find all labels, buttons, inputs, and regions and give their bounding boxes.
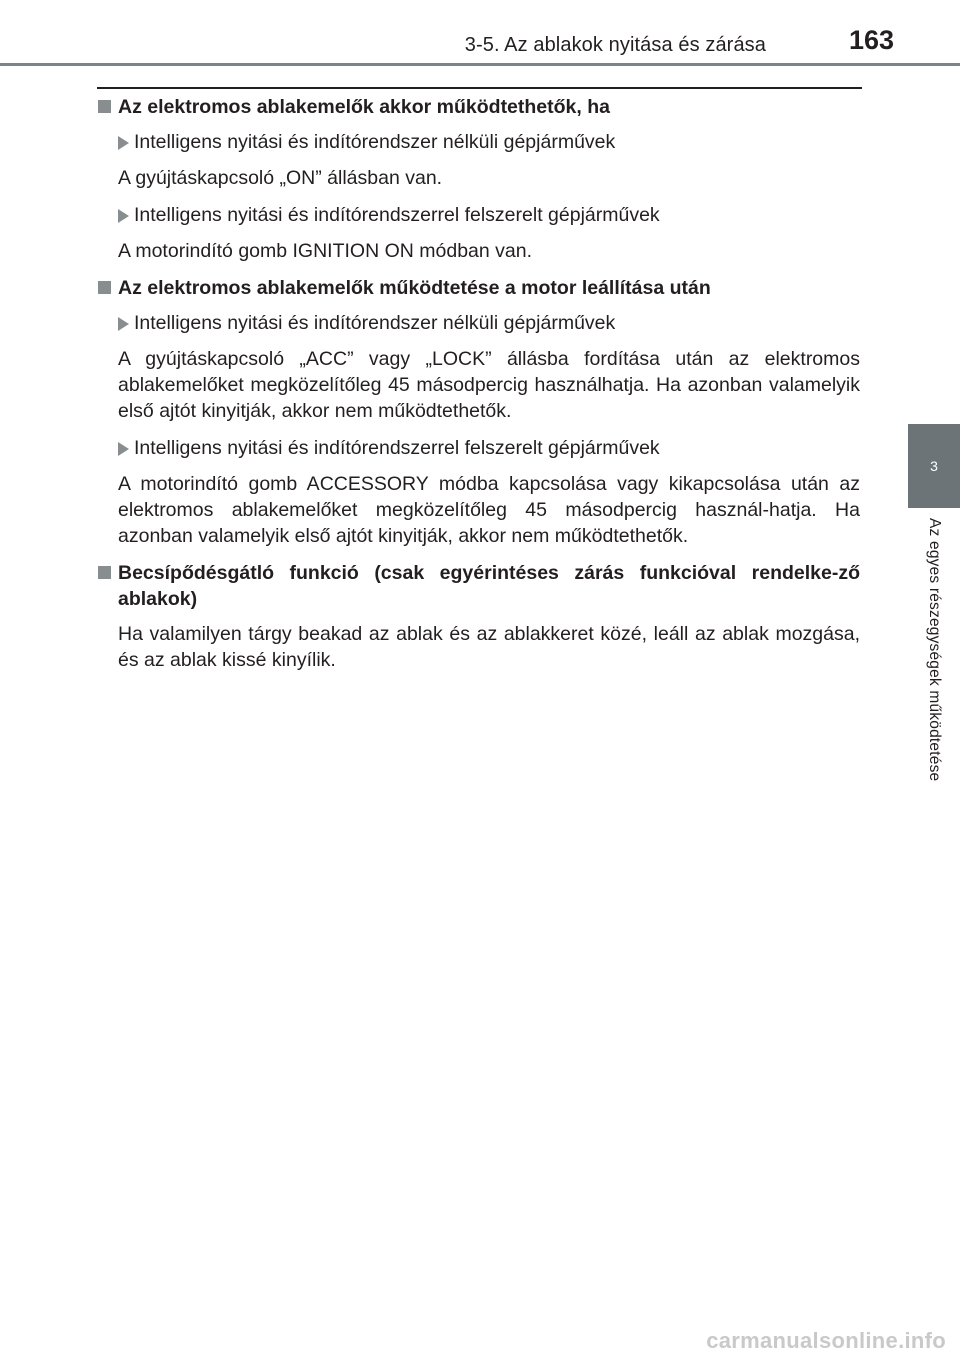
variant-text: Intelligens nyitási és indítórendszer nélküli gépjárművek	[134, 131, 616, 153]
chapter-title: Az egyes részegységek működtetése	[926, 518, 943, 782]
triangle-bullet-icon	[118, 209, 129, 223]
square-bullet-icon	[98, 566, 111, 579]
square-bullet-icon	[98, 281, 111, 294]
body-paragraph: A motorindító gomb ACCESSORY módba kapcsolása vagy kikapcsolása után az elektromos ablakemelőket megközelítőleg 45 másodpercig használ-hatja. Ha azonban valamelyik első ajtót kinyitják, akkor nem működtethetők.	[118, 473, 860, 547]
section-divider	[97, 87, 862, 89]
page-content	[96, 94, 860, 684]
variant-text: Intelligens nyitási és indítórendszer nélküli gépjárművek	[134, 312, 616, 334]
page-header	[0, 0, 960, 64]
vehicle-variant-heading	[96, 129, 860, 155]
chapter-number: 3	[930, 458, 938, 474]
section-heading	[96, 560, 860, 612]
body-paragraph: A gyújtáskapcsoló „ACC” vagy „LOCK” állásba fordítása után az elektromos ablakemelőket megközelítőleg 45 másodpercig használhatja. Ha azonban valamelyik első ajtót kinyitják, akkor nem működtethetők.	[118, 348, 860, 422]
body-paragraph: Ha valamilyen tárgy beakad az ablak és az ablakkeret közé, leáll az ablak mozgása, és az ablak kissé kinyílik.	[118, 623, 860, 671]
section-heading	[96, 94, 860, 120]
body-paragraph: A motorindító gomb IGNITION ON módban van.	[118, 240, 533, 262]
heading-text: Az elektromos ablakemelők működtetése a motor leállítása után	[118, 277, 711, 299]
heading-text: Az elektromos ablakemelők akkor működtethetők, ha	[118, 96, 610, 118]
header-rule	[0, 63, 960, 66]
triangle-bullet-icon	[118, 442, 129, 456]
heading-text: Becsípődésgátló funkció (csak egyérintéses zárás funkcióval rendelke-ző ablakok)	[118, 562, 860, 610]
page-number: 163	[848, 25, 894, 55]
triangle-bullet-icon	[118, 317, 129, 331]
body-paragraph: A gyújtáskapcsoló „ON” állásban van.	[118, 167, 443, 189]
vehicle-variant-heading	[96, 310, 860, 336]
triangle-bullet-icon	[118, 136, 129, 150]
square-bullet-icon	[98, 100, 111, 113]
section-heading	[96, 275, 860, 301]
watermark: carmanualsonline.info	[706, 1328, 946, 1353]
section-title: 3-5. Az ablakok nyitása és zárása	[464, 34, 766, 56]
variant-text: Intelligens nyitási és indítórendszerrel felszerelt gépjárművek	[134, 437, 660, 459]
chapter-tab	[908, 424, 960, 508]
variant-text: Intelligens nyitási és indítórendszerrel felszerelt gépjárművek	[134, 204, 660, 226]
vehicle-variant-heading	[96, 435, 860, 461]
vehicle-variant-heading	[96, 202, 860, 228]
